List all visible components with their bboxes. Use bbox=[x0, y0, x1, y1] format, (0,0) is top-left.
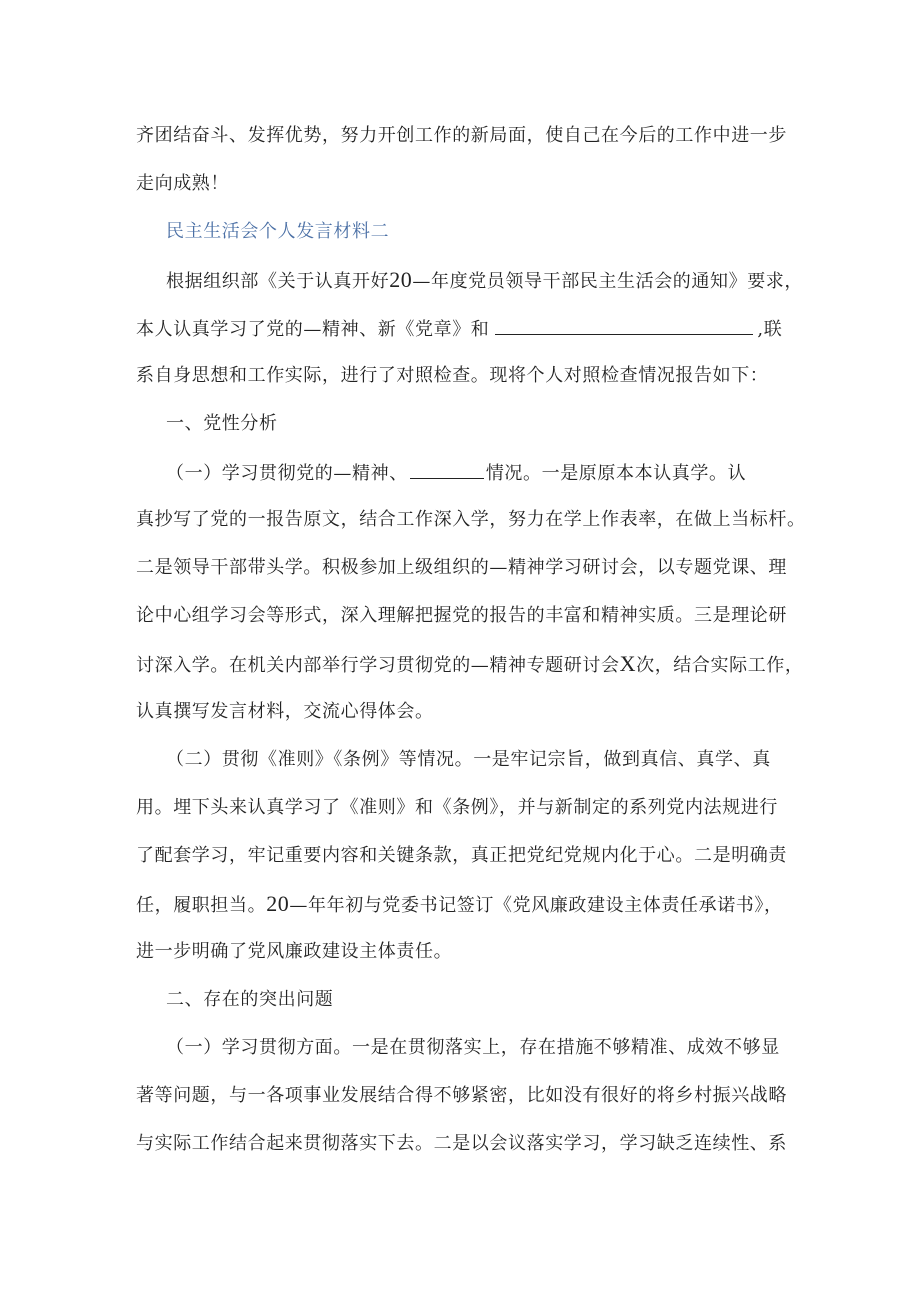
section-title: 民主生活会个人发言材料二 bbox=[166, 221, 390, 242]
paragraph-line: 二是领导干部带头学。积极参加上级组织的—精神学习研讨会，以专题党课、理 bbox=[136, 557, 787, 578]
text-segment: —年年初与党委书记签订《党风廉政建设主体责任承诺书》， bbox=[289, 895, 783, 916]
paragraph-line: 齐团结奋斗、发挥优势，努力开创工作的新局面，使自己在今后的工作中进一步 bbox=[136, 125, 787, 146]
text-segment: 情况。一是原原本本认真学。认 bbox=[485, 463, 747, 484]
text-segment: （一）学习贯彻党的—精神、 bbox=[166, 463, 408, 484]
paragraph-line: 与实际工作结合起来贯彻落实下去。二是以会议落实学习，学习缺乏连续性、系 bbox=[136, 1133, 787, 1154]
fill-in-blank bbox=[410, 460, 484, 479]
paragraph-line bbox=[136, 316, 796, 342]
paragraph-line: 著等问题，与一各项事业发展结合得不够紧密，比如没有很好的将乡村振兴战略 bbox=[136, 1085, 787, 1106]
count-placeholder: X bbox=[619, 651, 637, 676]
year-number: 20 bbox=[266, 891, 290, 916]
paragraph-line: 用。埋下头来认真学习了《准则》和《条例》，并与新制定的系列党内法规进行 bbox=[136, 797, 778, 818]
paragraph-line: 走向成熟！ bbox=[136, 173, 229, 194]
paragraph-line bbox=[166, 460, 826, 486]
paragraph-line bbox=[136, 651, 804, 678]
paragraph-line bbox=[166, 268, 826, 294]
text-segment: —年度党员领导干部民主生活会的通知》要求， bbox=[412, 271, 804, 292]
paragraph-line: 系自身思想和工作实际，进行了对照检查。现将个人对照检查情况报告如下： bbox=[136, 365, 769, 386]
paragraph-line: 真抄写了党的一报告原文，结合工作深入学，努力在学上作表率，在做上当标杆。 bbox=[136, 509, 806, 530]
text-segment: 次，结合实际工作， bbox=[636, 655, 804, 676]
paragraph-line: 进一步明确了党风廉政建设主体责任。 bbox=[136, 941, 453, 962]
paragraph-line: 论中心组学习会等形式，深入理解把握党的报告的丰富和精神实质。三是理论研 bbox=[136, 605, 787, 626]
text-segment: 讨深入学。在机关内部举行学习贯彻党的—精神专题研讨会 bbox=[136, 655, 620, 676]
paragraph-line: 了配套学习，牢记重要内容和关键条款，真正把党纪党规内化于心。二是明确责 bbox=[136, 845, 787, 866]
text-segment: 根据组织部《关于认真开好 bbox=[166, 271, 390, 292]
section-heading: 二、存在的突出问题 bbox=[166, 989, 334, 1010]
paragraph-line: 认真撰写发言材料，交流心得体会。 bbox=[136, 701, 434, 722]
text-segment: ,联 bbox=[757, 319, 783, 340]
section-heading: 一、党性分析 bbox=[166, 413, 278, 434]
paragraph-line: （一）学习贯彻方面。一是在贯彻落实上，存在措施不够精准、成效不够显 bbox=[166, 1037, 780, 1058]
fill-in-blank bbox=[495, 316, 753, 335]
paragraph-line bbox=[136, 892, 796, 918]
paragraph-line: （二）贯彻《准则》《条例》等情况。一是牢记宗旨，做到真信、真学、真 bbox=[166, 749, 771, 770]
text-segment: 任，履职担当。 bbox=[136, 895, 267, 916]
year-number: 20 bbox=[389, 267, 413, 292]
text-segment: 本人认真学习了党的—精神、新《党章》和 bbox=[136, 319, 490, 340]
